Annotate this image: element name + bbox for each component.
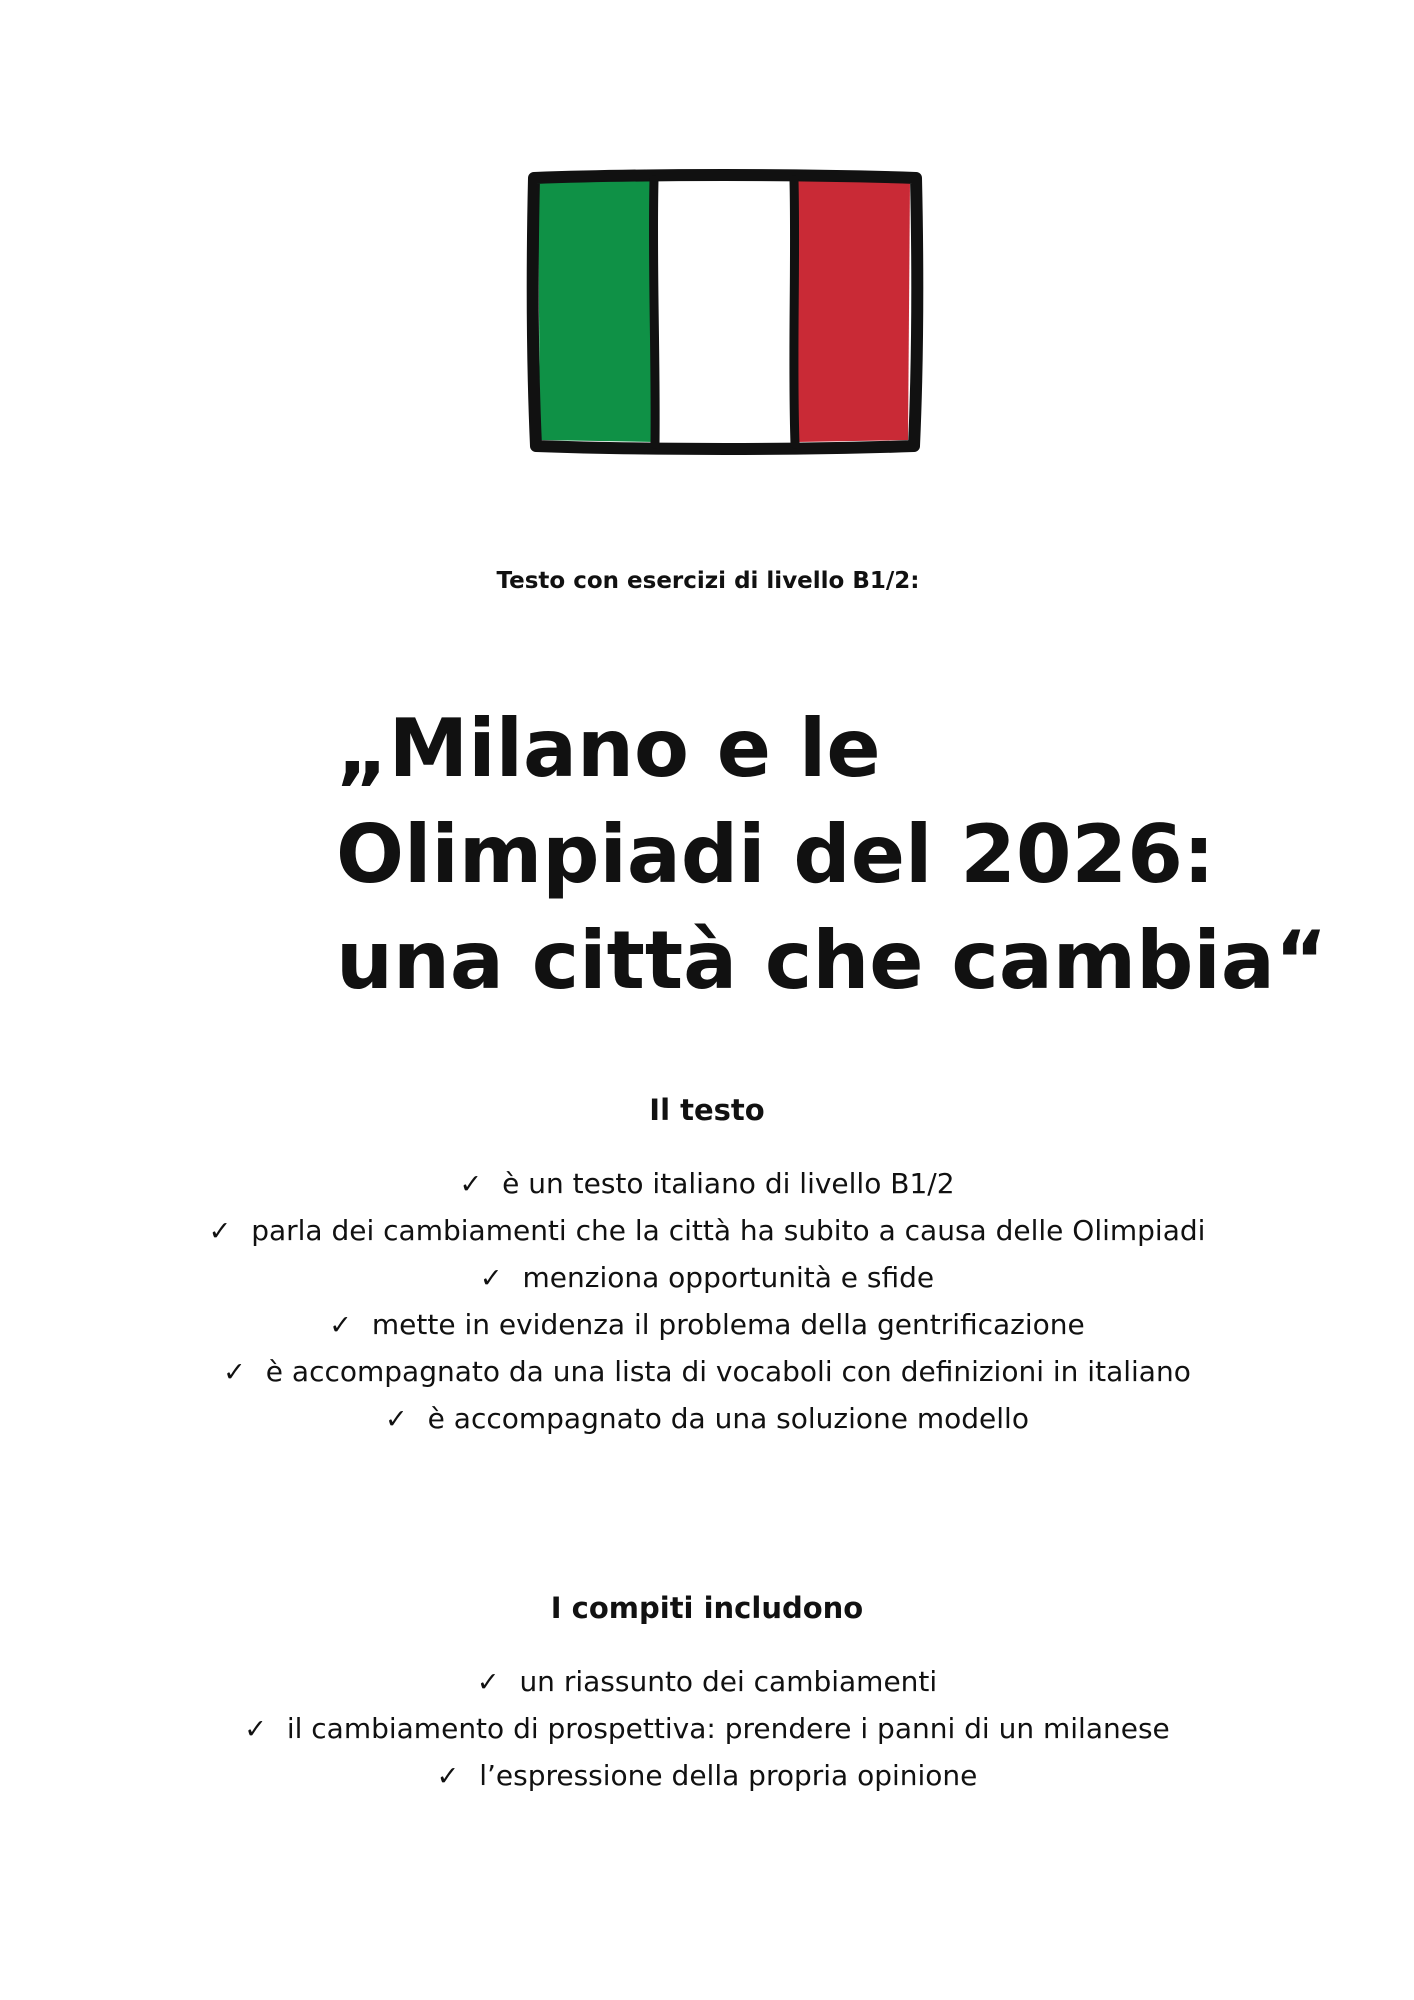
list-item: ✓ il cambiamento di prospettiva: prendere i panni di un milanese [0, 1705, 1414, 1752]
check-icon: ✓ [436, 1761, 460, 1792]
testo-check-list [0, 1160, 1414, 1442]
check-icon: ✓ [476, 1667, 500, 1698]
list-item: ✓ menziona opportunità e sfide [0, 1254, 1414, 1301]
compiti-check-list [0, 1658, 1414, 1799]
check-icon: ✓ [329, 1310, 352, 1341]
flag-divider-right [794, 180, 795, 444]
list-item: ✓ è un testo italiano di livello B1/2 [0, 1160, 1414, 1207]
subtitle: Testo con esercizi di livello B1/2: [496, 568, 920, 594]
check-icon: ✓ [479, 1263, 503, 1294]
section-heading-compiti: I compiti includono [550, 1591, 864, 1625]
check-icon: ✓ [459, 1169, 483, 1200]
list-item: ✓ l’espressione della propria opinione [0, 1752, 1414, 1799]
list-item: ✓ è accompagnato da una lista di vocaboli con definizioni in italiano [0, 1348, 1414, 1395]
section-heading-testo: Il testo [649, 1093, 765, 1127]
page-title: „Milano e le Olimpiadi del 2026: una città che cambia“ [336, 702, 1328, 1007]
list-item: ✓ parla dei cambiamenti che la città ha subito a causa delle Olimpiadi [0, 1207, 1414, 1254]
check-icon: ✓ [208, 1216, 232, 1247]
flag-red-stripe [794, 180, 910, 442]
check-icon: ✓ [385, 1404, 408, 1435]
flag-white-stripe [654, 180, 796, 442]
check-icon: ✓ [244, 1714, 267, 1745]
italian-flag-icon [524, 166, 924, 456]
flag-green-stripe [538, 180, 656, 442]
list-item: ✓ è accompagnato da una soluzione modello [0, 1395, 1414, 1442]
list-item: ✓ mette in evidenza il problema della gentrificazione [0, 1301, 1414, 1348]
list-item: ✓ un riassunto dei cambiamenti [0, 1658, 1414, 1705]
flag-divider-left [653, 180, 655, 444]
check-icon: ✓ [223, 1357, 246, 1388]
